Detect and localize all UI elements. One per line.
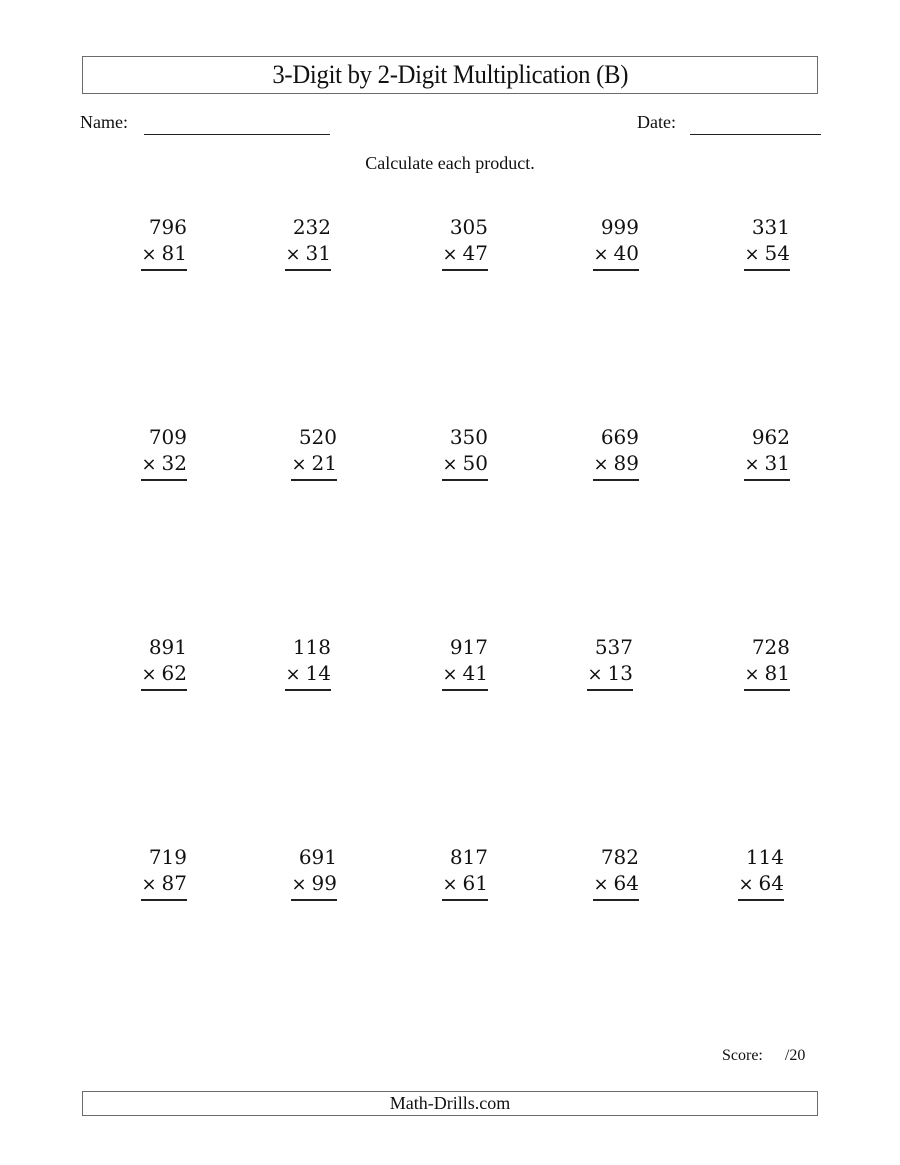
multiplier: 61 <box>462 871 488 895</box>
multiplicand: 114 <box>745 845 784 869</box>
multiplier: 54 <box>764 241 790 265</box>
multiplicand: 917 <box>449 635 488 659</box>
multiplier-line <box>744 450 790 481</box>
multiplier: 32 <box>161 451 187 475</box>
multiplier-line <box>141 450 187 481</box>
multiplier-line <box>587 660 633 691</box>
multiplier: 13 <box>607 661 633 685</box>
multiplier: 81 <box>764 661 790 685</box>
multiplicand: 962 <box>751 425 790 449</box>
problem-16 <box>127 844 187 901</box>
multiplicand: 669 <box>600 425 639 449</box>
multiplier-line <box>593 870 639 901</box>
multiplier-line <box>744 240 790 271</box>
multiplicand: 232 <box>292 215 331 239</box>
multiplier: 31 <box>305 241 331 265</box>
times-icon: × <box>593 244 609 265</box>
times-icon: × <box>587 664 603 685</box>
multiplicand: 118 <box>292 635 331 659</box>
multiplier: 87 <box>161 871 187 895</box>
problem-13 <box>428 634 488 691</box>
times-icon: × <box>744 454 760 475</box>
multiplier-line <box>442 240 488 271</box>
multiplier: 50 <box>462 451 488 475</box>
multiplicand: 691 <box>298 845 337 869</box>
times-icon: × <box>442 454 458 475</box>
multiplicand: 520 <box>298 425 337 449</box>
problem-8 <box>428 424 488 481</box>
times-icon: × <box>593 874 609 895</box>
multiplier: 64 <box>758 871 784 895</box>
times-icon: × <box>291 874 307 895</box>
score-area <box>722 1047 805 1065</box>
problem-20 <box>724 844 784 901</box>
problem-10 <box>730 424 790 481</box>
date-label: Date: <box>637 112 676 132</box>
times-icon: × <box>593 454 609 475</box>
multiplicand: 891 <box>148 635 187 659</box>
multiplicand: 817 <box>449 845 488 869</box>
multiplicand: 999 <box>600 215 639 239</box>
problem-3 <box>428 214 488 271</box>
name-label: Name: <box>80 112 128 132</box>
multiplicand: 796 <box>148 215 187 239</box>
multiplier-line <box>442 660 488 691</box>
multiplier-line <box>744 660 790 691</box>
multiplier: 14 <box>305 661 331 685</box>
problem-18 <box>428 844 488 901</box>
score-label: Score: <box>722 1047 763 1064</box>
multiplier-line <box>442 450 488 481</box>
times-icon: × <box>285 664 301 685</box>
multiplier: 81 <box>161 241 187 265</box>
multiplier: 64 <box>613 871 639 895</box>
times-icon: × <box>141 874 157 895</box>
multiplicand: 537 <box>594 635 633 659</box>
multiplier-line <box>291 870 337 901</box>
problem-15 <box>730 634 790 691</box>
multiplier: 62 <box>161 661 187 685</box>
problem-7 <box>277 424 337 481</box>
multiplier: 31 <box>764 451 790 475</box>
multiplier-line <box>593 240 639 271</box>
problem-14 <box>573 634 633 691</box>
multiplier-line <box>738 870 784 901</box>
times-icon: × <box>141 244 157 265</box>
problem-19 <box>579 844 639 901</box>
multiplier-line <box>291 450 337 481</box>
problem-2 <box>271 214 331 271</box>
times-icon: × <box>141 664 157 685</box>
problem-5 <box>730 214 790 271</box>
multiplicand: 305 <box>449 215 488 239</box>
problem-11 <box>127 634 187 691</box>
multiplier: 41 <box>462 661 488 685</box>
footer-box <box>82 1091 818 1116</box>
times-icon: × <box>141 454 157 475</box>
multiplier: 89 <box>613 451 639 475</box>
multiplier-line <box>593 450 639 481</box>
multiplier-line <box>285 240 331 271</box>
problem-17 <box>277 844 337 901</box>
multiplicand: 782 <box>600 845 639 869</box>
multiplicand: 719 <box>148 845 187 869</box>
multiplier: 40 <box>613 241 639 265</box>
problem-9 <box>579 424 639 481</box>
multiplicand: 709 <box>148 425 187 449</box>
score-total: /20 <box>784 1047 806 1064</box>
problem-6 <box>127 424 187 481</box>
worksheet-title: 3-Digit by 2-Digit Multiplication (B) <box>272 60 628 89</box>
multiplier-line <box>442 870 488 901</box>
problem-4 <box>579 214 639 271</box>
multiplier-line <box>141 660 187 691</box>
times-icon: × <box>744 244 760 265</box>
instructions: Calculate each product. <box>365 153 535 173</box>
times-icon: × <box>442 874 458 895</box>
multiplicand: 350 <box>449 425 488 449</box>
multiplicand: 728 <box>751 635 790 659</box>
multiplier-line <box>285 660 331 691</box>
multiplier: 21 <box>311 451 337 475</box>
multiplier-line <box>141 240 187 271</box>
times-icon: × <box>285 244 301 265</box>
multiplicand: 331 <box>751 215 790 239</box>
problem-1 <box>127 214 187 271</box>
multiplier: 47 <box>462 241 488 265</box>
multiplier-line <box>141 870 187 901</box>
times-icon: × <box>738 874 754 895</box>
times-icon: × <box>291 454 307 475</box>
multiplier: 99 <box>311 871 337 895</box>
site-credit: Math-Drills.com <box>389 1093 511 1113</box>
times-icon: × <box>744 664 760 685</box>
times-icon: × <box>442 244 458 265</box>
times-icon: × <box>442 664 458 685</box>
problem-12 <box>271 634 331 691</box>
